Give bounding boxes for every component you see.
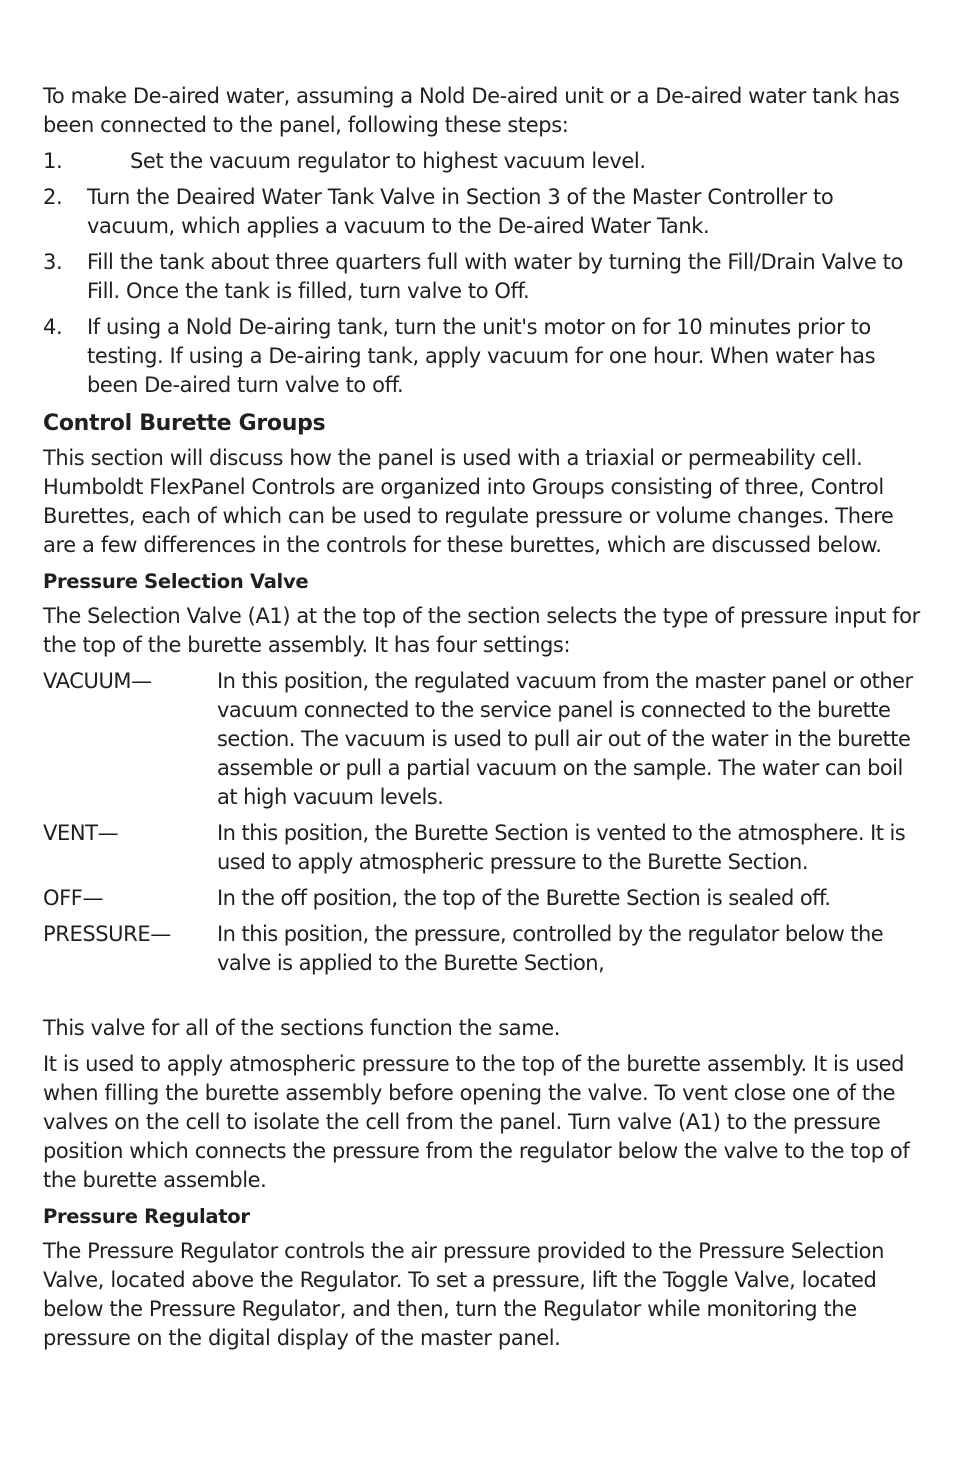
setting-description: In this position, the pressure, controlled by the regulator below the valve is applied to the Burette Section, [217,922,884,975]
setting-description: In the off position, the top of the Burette Section is sealed off. [217,886,831,910]
setting-description: In this position, the Burette Section is vented to the atmosphere. It is used to apply atmospheric pressure to the Burette Section. [217,821,906,874]
step-text: Set the vacuum regulator to highest vacuum level. [130,149,646,173]
setting-term: VACUUM— [43,669,152,693]
list-item [43,147,923,176]
setting-term: VENT— [43,821,119,845]
list-item [43,183,923,241]
step-text: If using a Nold De-airing tank, turn the unit's motor on for 10 minutes prior to testing. If using a De-airing tank, apply vacuum for one hour. When water has been De-aired turn valve to off. [87,315,876,397]
step-text: Turn the Deaired Water Tank Valve in Section 3 of the Master Controller to vacuum, which applies a vacuum to the De-aired Water Tank. [87,185,834,238]
step-text: Fill the tank about three quarters full with water by turning the Fill/Drain Valve to Fill. Once the tank is filled, turn valve to Off. [87,250,903,303]
vent-usage-paragraph: It is used to apply atmospheric pressure to the top of the burette assembly. It is used when filling the burette assembly before opening the valve. To vent close one of the valves on the cell to isolate the cell from the panel. Turn valve (A1) to the pressure position which connects the pressure from the regulator below the valve to the top of the burette assemble. [43,1052,910,1192]
pressure-regulator-heading: Pressure Regulator [43,1205,250,1228]
setting-item-pressure [43,920,923,978]
setting-term: OFF— [43,886,104,910]
step-number: 2. [43,185,63,209]
pressure-selection-heading: Pressure Selection Valve [43,570,309,593]
setting-item-off [43,884,923,913]
steps-list [43,147,923,400]
step-number: 1. [43,149,63,173]
setting-term: PRESSURE— [43,922,171,946]
list-item [43,313,923,400]
pressure-regulator-paragraph: The Pressure Regulator controls the air pressure provided to the Pressure Selection Valve, located above the Regulator. To set a pressure, lift the Toggle Valve, located below the Pressure Regulator, and then, turn the Regulator while monitoring the pressure on the digital display of the master panel. [43,1239,885,1350]
valve-note-paragraph: This valve for all of the sections function the same. [43,1016,561,1040]
setting-item-vent [43,819,923,877]
list-item [43,248,923,306]
document-page [43,82,923,1353]
step-number: 3. [43,250,63,274]
paragraph-spacer [43,985,923,1014]
control-burette-heading: Control Burette Groups [43,411,326,436]
intro-paragraph: To make De-aired water, assuming a Nold De-aired unit or a De-aired water tank has been connected to the panel, following these steps: [43,84,900,137]
control-burette-paragraph: This section will discuss how the panel is used with a triaxial or permeability cell. Humboldt FlexPanel Controls are organized into Groups consisting of three, Control Burettes, each of which can be used to regulate pressure or volume changes. There are a few differences in the controls for these burettes, which are discussed below. [43,446,894,557]
step-number: 4. [43,315,63,339]
settings-list [43,667,923,978]
setting-description: In this position, the regulated vacuum from the master panel or other vacuum connected to the service panel is connected to the burette section. The vacuum is used to pull air out of the water in the burette assemble or pull a partial vacuum on the sample. The water can boil at high vacuum levels. [217,669,913,809]
setting-item-vacuum [43,667,923,812]
pressure-selection-paragraph: The Selection Valve (A1) at the top of the section selects the type of pressure input for the top of the burette assembly. It has four settings: [43,604,920,657]
